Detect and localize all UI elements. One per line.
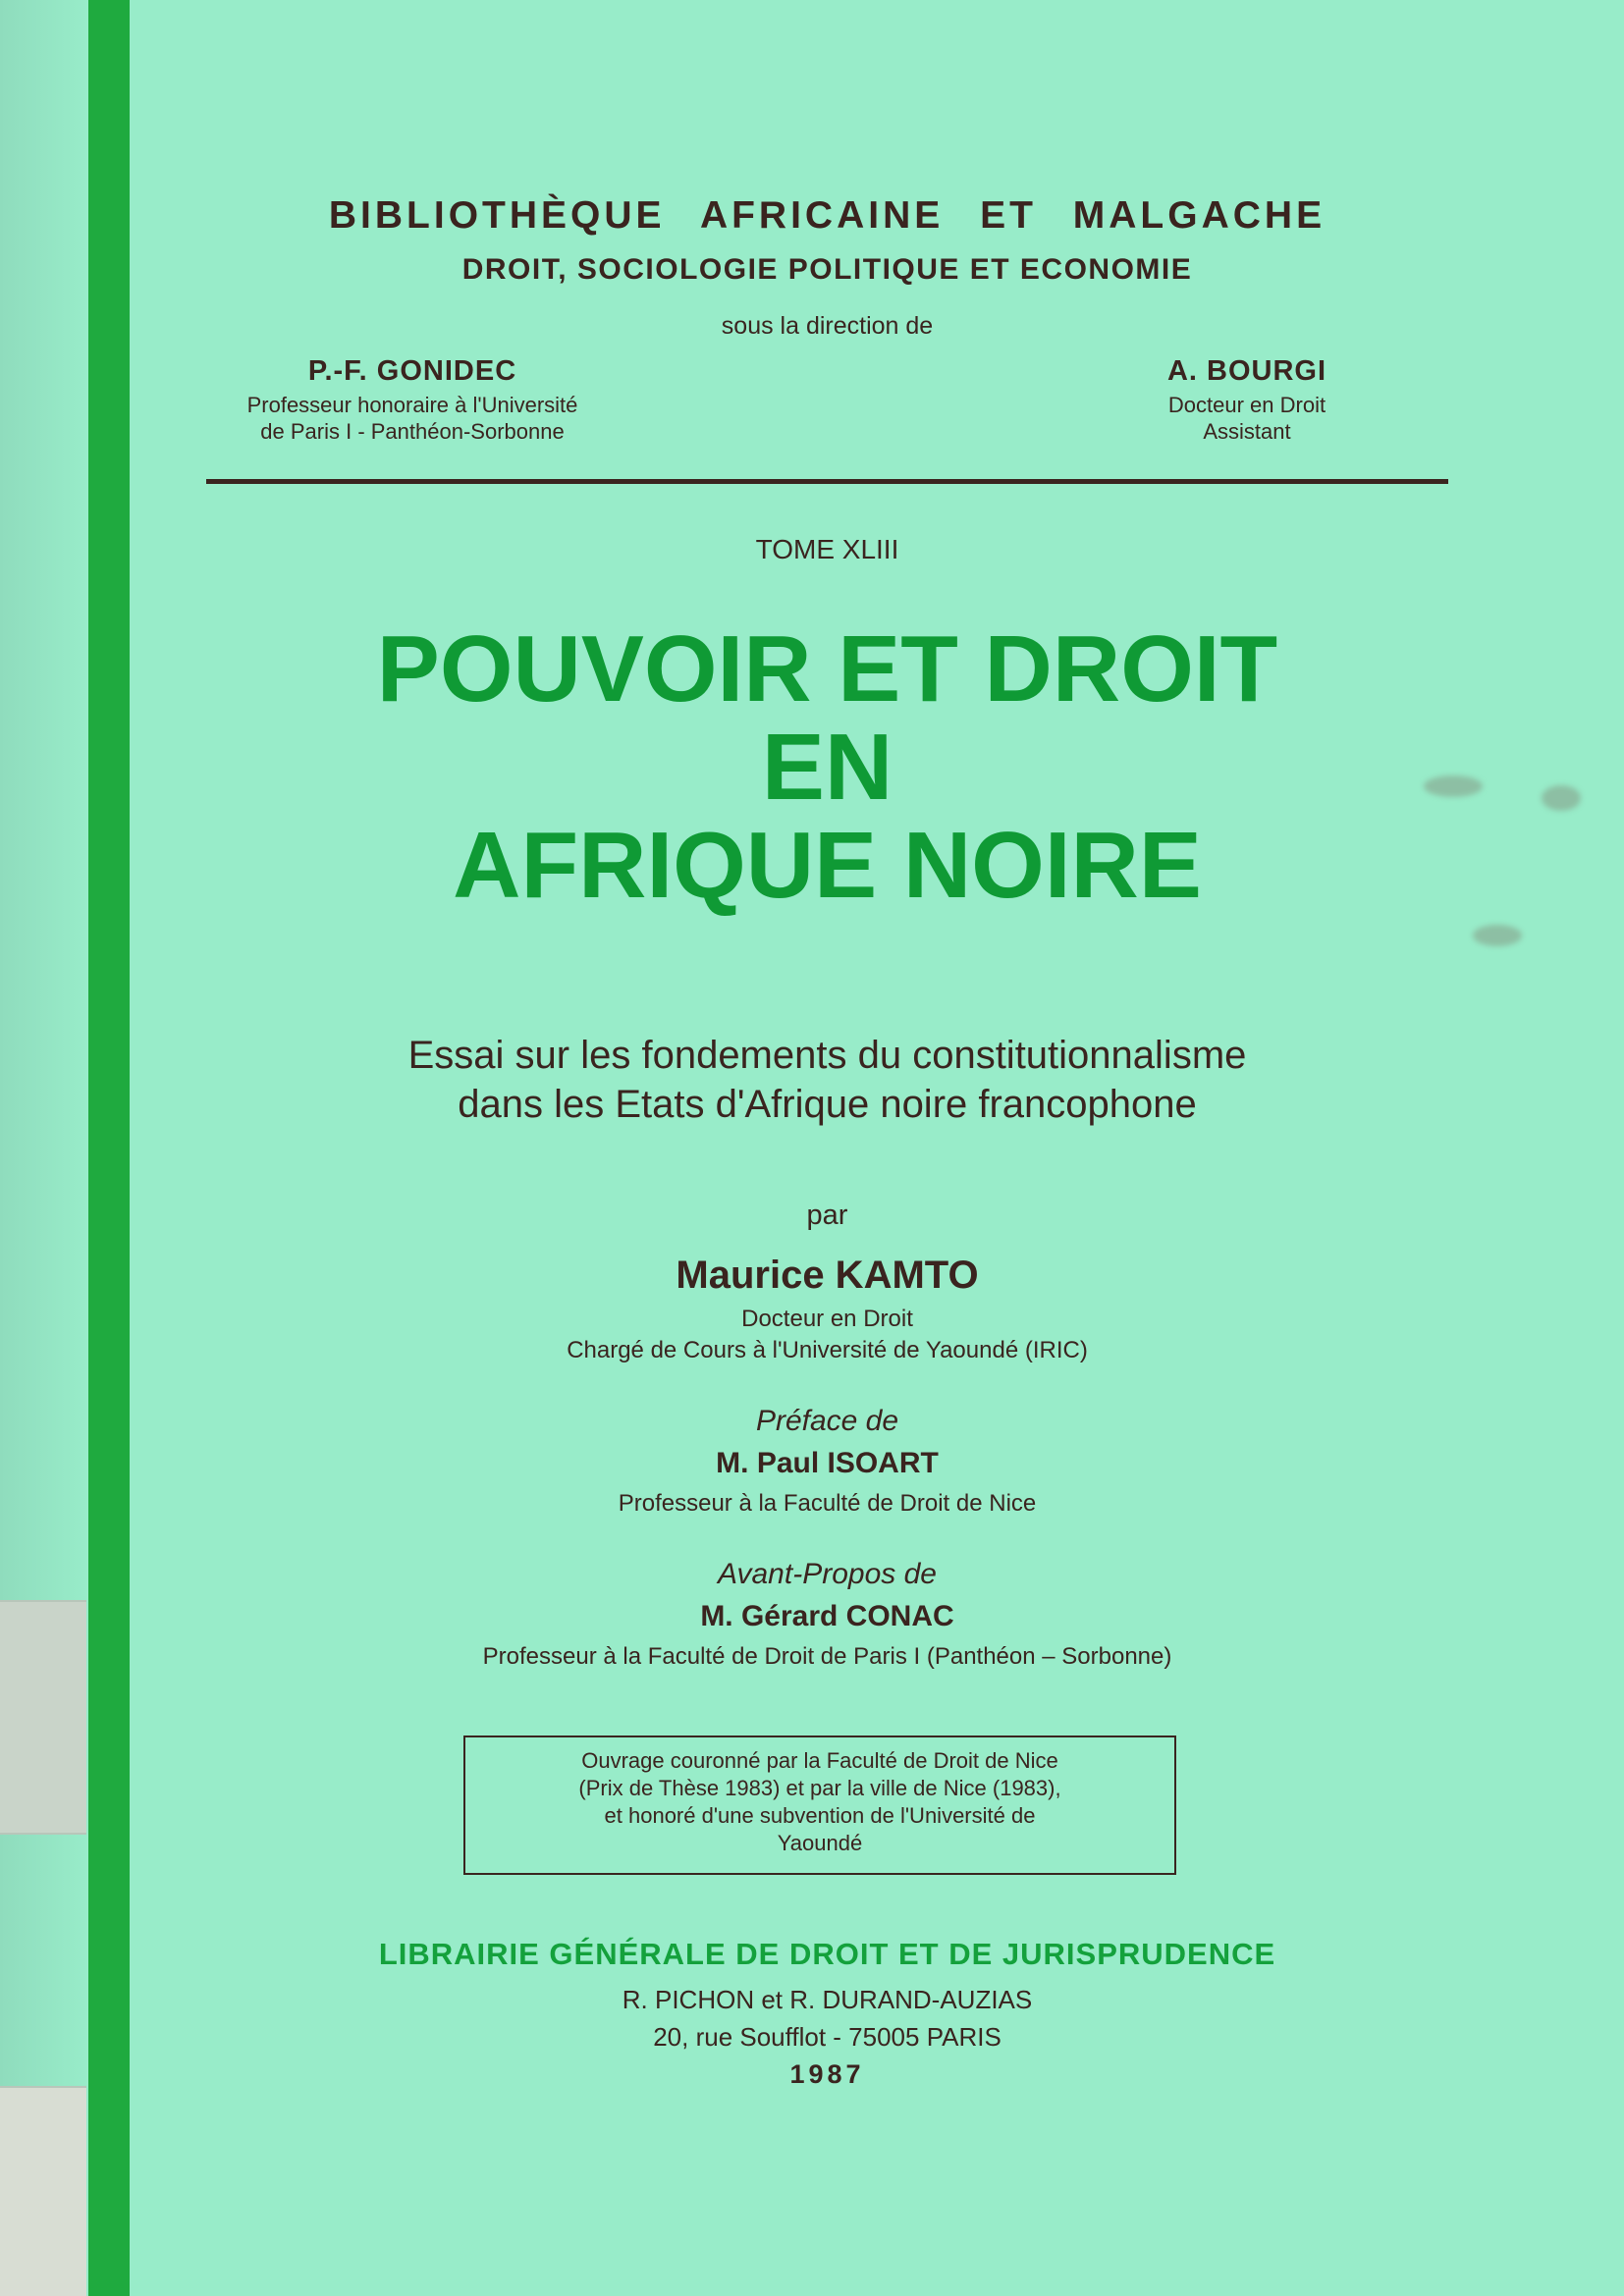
preface-label: Préface de xyxy=(755,1405,899,1437)
by-label: par xyxy=(806,1200,848,1231)
director-affiliation: Assistant xyxy=(1203,419,1291,444)
award-line: Yaoundé xyxy=(777,1831,863,1855)
award-line: Ouvrage couronné par la Faculté de Droit de Nice xyxy=(581,1748,1058,1773)
publisher-name: LIBRAIRIE GÉNÉRALE DE DROIT ET DE JURISPRUDENCE xyxy=(378,1937,1276,1971)
foreword-label: Avant-Propos de xyxy=(718,1558,937,1590)
series-title: BIBLIOTHÈQUE AFRICAINE ET MALGACHE xyxy=(328,194,1326,237)
director-bourgi xyxy=(1051,355,1443,445)
direction-label: sous la direction de xyxy=(721,312,934,340)
book-subtitle xyxy=(206,1031,1448,1129)
publication-year: 1987 xyxy=(789,2059,865,2089)
publisher-owners: R. PICHON et R. DURAND-AUZIAS xyxy=(622,1985,1033,2014)
author-degree: Docteur en Droit xyxy=(741,1306,913,1332)
publisher-address: 20, rue Soufflot - 75005 PARIS xyxy=(653,2022,1001,2052)
author-position: Chargé de Cours à l'Université de Yaoundé (IRIC) xyxy=(567,1337,1088,1363)
award-notice-box xyxy=(463,1735,1176,1875)
book-title-line-1: POUVOIR ET DROIT xyxy=(376,616,1278,721)
director-title: Professeur honoraire à l'Université xyxy=(246,393,578,417)
book-subtitle-line-1: Essai sur les fondements du constitutionnalisme xyxy=(407,1034,1247,1077)
cover-edge-shade xyxy=(0,0,88,2296)
horizontal-rule xyxy=(206,479,1448,484)
award-line: (Prix de Thèse 1983) et par la ville de Nice (1983), xyxy=(578,1776,1061,1800)
director-gonidec xyxy=(206,355,619,445)
director-affiliation: de Paris I - Panthéon-Sorbonne xyxy=(260,419,565,444)
director-title: Docteur en Droit xyxy=(1167,393,1326,417)
preface-author-position: Professeur à la Faculté de Droit de Nice xyxy=(618,1490,1037,1517)
foreword-author: M. Gérard CONAC xyxy=(700,1600,954,1632)
stain-mark xyxy=(1473,925,1522,946)
stain-mark xyxy=(1542,785,1581,811)
tome-number: TOME XLIII xyxy=(755,534,899,564)
library-label-sticker-bottom xyxy=(0,2086,86,2296)
book-subtitle-line-2: dans les Etats d'Afrique noire francophone xyxy=(458,1083,1197,1126)
book-title-line-2: EN xyxy=(761,715,893,820)
preface-author: M. Paul ISOART xyxy=(716,1447,939,1479)
book-title-line-3: AFRIQUE NOIRE xyxy=(453,813,1202,918)
green-vertical-stripe xyxy=(88,0,130,2296)
library-label-sticker xyxy=(0,1600,86,1835)
series-subtitle: DROIT, SOCIOLOGIE POLITIQUE ET ECONOMIE xyxy=(461,253,1193,286)
director-name: P.-F. GONIDEC xyxy=(307,355,517,387)
award-line: et honoré d'une subvention de l'Université de xyxy=(604,1803,1036,1828)
foreword-author-position: Professeur à la Faculté de Droit de Paris I (Panthéon – Sorbonne) xyxy=(482,1643,1172,1670)
book-title xyxy=(206,616,1448,918)
author-name: Maurice KAMTO xyxy=(676,1254,979,1297)
director-name: A. BOURGI xyxy=(1166,355,1327,387)
